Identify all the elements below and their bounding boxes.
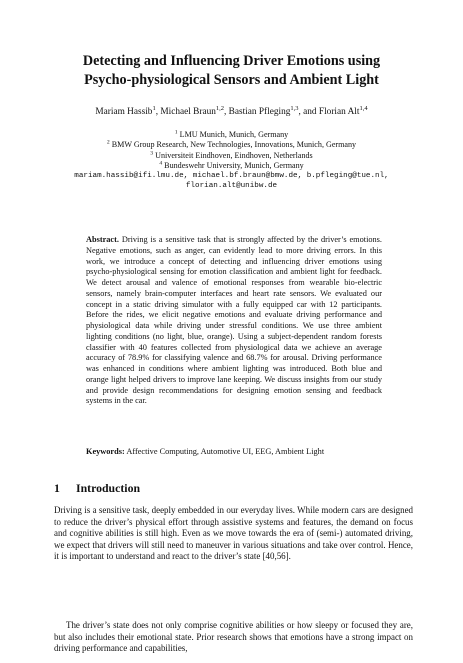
- author-affiliation-mark: 1: [152, 104, 156, 112]
- author-name: Bastian Pfleging: [228, 107, 291, 117]
- keywords: [86, 447, 386, 458]
- author-affiliation-mark: 1,2: [215, 104, 224, 112]
- title-line-1: Detecting and Influencing Driver Emotions using: [82, 53, 381, 69]
- author-affiliation-mark: 1,3: [290, 104, 299, 112]
- affiliation-line: $^2$ BMW Group Research, New Technologies, Innovations, Munich, Germany: [106, 139, 357, 150]
- section-title: Introduction: [76, 481, 141, 495]
- section-number: 1: [54, 481, 60, 495]
- author-list: Mariam Hassib$^1$, Michael Braun$^{1,2}$, Bastian Pfleging$^{1,3}$, and Florian Alt$^{1,4}$: [95, 104, 368, 117]
- affiliation-line: $^4$ Bundeswehr University, Munich, Germany: [159, 160, 304, 170]
- author-affiliation-mark: 1,4: [359, 104, 368, 112]
- author-and: and: [303, 107, 317, 117]
- abstract-label: Abstract.: [86, 235, 119, 244]
- intro-paragraph-1: Driving is a sensitive task, deeply embedded in our everyday lives. While modern cars are designed to reduce the driver’s physical effort through assistive systems and features, the demand on focus and cognitive abilities is still high. Even as we move towards the era of (semi-) automated driving, we expect that drivers will still need to maneuver in various situations and take over control. Hence, it is important to understand and react to the driver’s state [40,56].: [54, 505, 413, 561]
- author-name: Michael Braun: [160, 107, 216, 117]
- affiliations: [0, 130, 463, 192]
- keywords-label: Keywords:: [86, 447, 125, 456]
- affiliation-line: $^3$ Universiteit Eindhoven, Eindhoven, Netherlands: [150, 149, 313, 160]
- author-name: Mariam Hassib: [95, 107, 153, 117]
- affiliation-line: $^1$ LMU Munich, Munich, Germany: [174, 129, 289, 139]
- section-heading: [54, 481, 140, 496]
- abstract-text: Driving is a sensitive task that is strongly affected by the driver’s emotions. Negative emotions, such as anger, can evidently lead to more driving errors. In this work, we introduce a concept of detecting and influencing driver emotions using psycho-physiological sensing for emotion classification and ambient light for feedback. We detect arousal and valence of emotional responses from wearable bio-electric sensors, namely brain-computer interfaces and heart rate sensors. We evaluated our concept in a static driving simulator with a fully equipped car with 12 participants. Before the rides, we elicit negative emotions and evaluate driving performance and physiological data while driving under stressful conditions. We use three ambient lighting conditions (no light, blue, orange). Using a subject-dependent random forests classifier with 40 features collected from physiological data we achieve an average accuracy of 78.9% for classifying valence and 68.7% for arousal. Driving performance was enhanced in conditions where ambient lighting was introduced. Both blue and orange light helped drivers to improve lane keeping. We discuss insights from our study and provide design recommendations for designing emotion sensing and feedback systems in the car.: [86, 235, 382, 406]
- paper-title: [0, 52, 463, 90]
- abstract: [86, 235, 382, 407]
- intro-paragraph-2: The driver’s state does not only comprise cognitive abilities or how sleepy or focused they are, but also includes their emotional state. Prior research shows that emotions have a strong impact on driving performance and capabilities,: [54, 620, 413, 653]
- email-line-2: florian.alt@unibw.de: [185, 182, 278, 191]
- author-name: Florian Alt: [318, 107, 360, 117]
- keywords-text: Affective Computing, Automotive UI, EEG, Ambient Light: [126, 447, 325, 456]
- title-line-2: Psycho-physiological Sensors and Ambient Light: [84, 72, 379, 88]
- email-line-1: mariam.hassib@ifi.lmu.de, michael.bf.braun@bmw.de, b.pfleging@tue.nl,: [74, 172, 389, 181]
